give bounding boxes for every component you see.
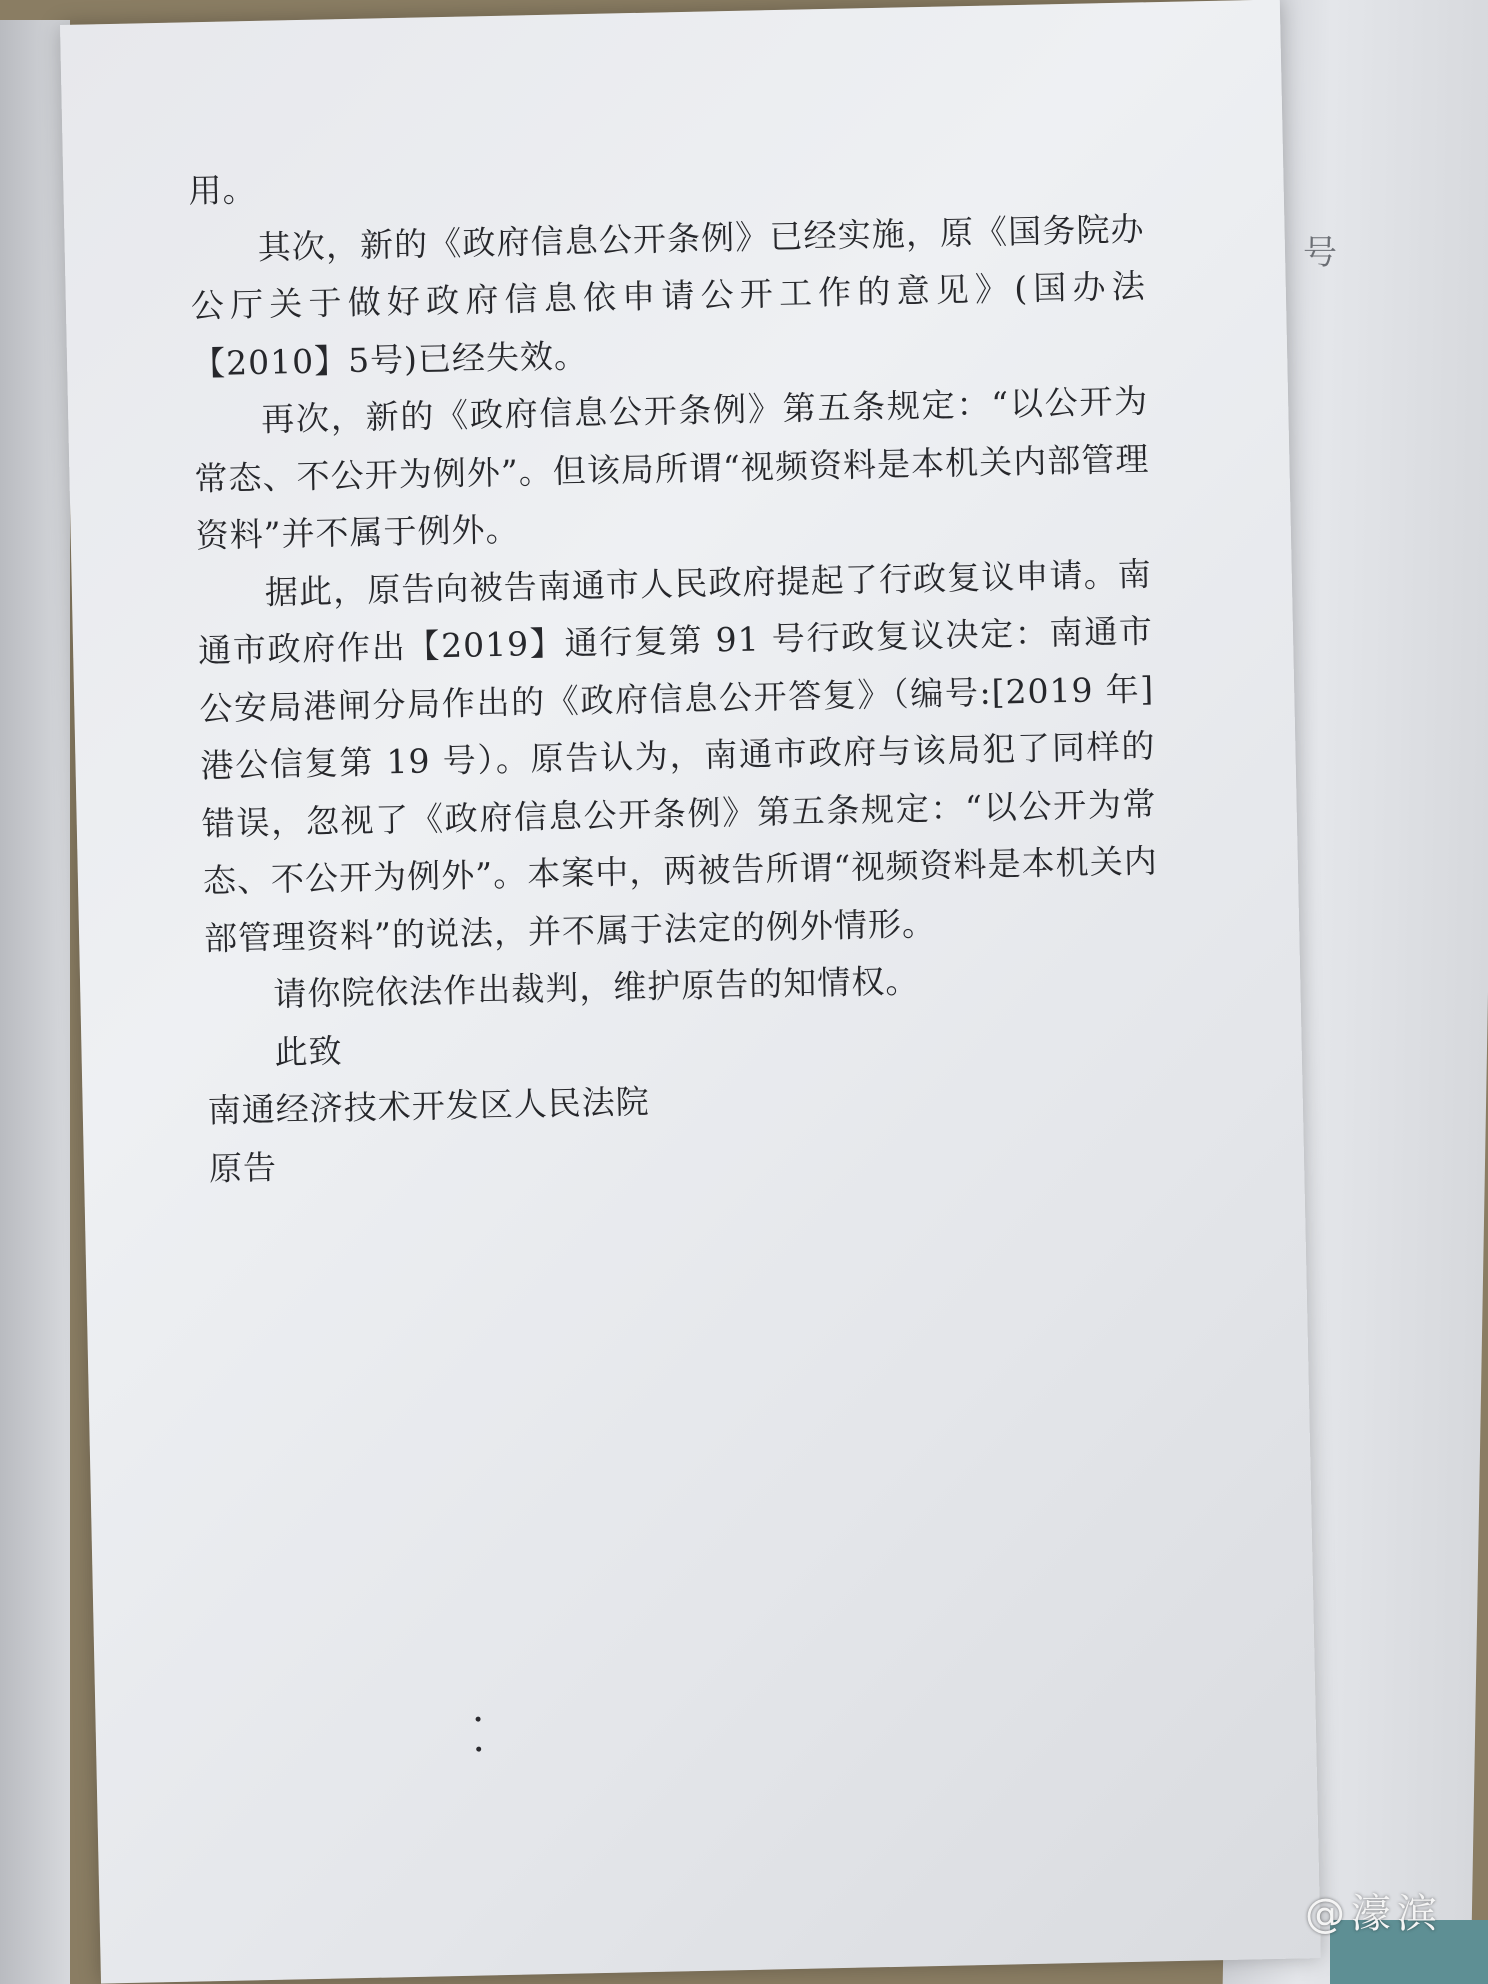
paragraph-second: 其次，新的《政府信息公开条例》已经实施，原《国务院办公厅关于做好政府信息依申请公开工作的意见》(国办法【2010】5号)已经失效。 [190,208,1147,383]
underlying-page-char: 号 [1302,233,1338,273]
paragraph-accordingly: 据此，原告向被告南通市人民政府提起了行政复议申请。南通市政府作出【2019】通行复第 91 号行政复议决定：南通市公安局港闸分局作出的《政府信息公开答复》（编号:[2019 年]港公信复第 19 号）。原告认为，南通市政府与该局犯了同样的错误，忽视了《政府信息公开条例》第五条规定：“以公开为常态、不公开为例外”。本案中，两被告所谓“视频资料是本机关内部管理资料”的说法，并不属于法定的例外情形。 [197,553,1159,958]
document-page [60,0,1321,1984]
paragraph-request: 请你院依法作出裁判，维护原告的知情权。 [272,961,920,1014]
paragraph-continuation: 用。 [188,169,257,211]
ink-dots [476,1717,483,1777]
watermark: @濠滨 [1305,1891,1443,1937]
addressee: 南通经济技术开发区人民法院 [207,1081,651,1131]
adjacent-page-left [0,20,70,1984]
closing-phrase: 此致 [274,1030,343,1072]
document-body [188,142,1164,1197]
signature-label: 原告 [208,1147,278,1188]
paragraph-third: 再次，新的《政府信息公开条例》第五条规定：“以公开为常态、不公开为例外”。但该局所谓“视频资料是本机关内部管理资料”并不属于例外。 [194,381,1150,556]
